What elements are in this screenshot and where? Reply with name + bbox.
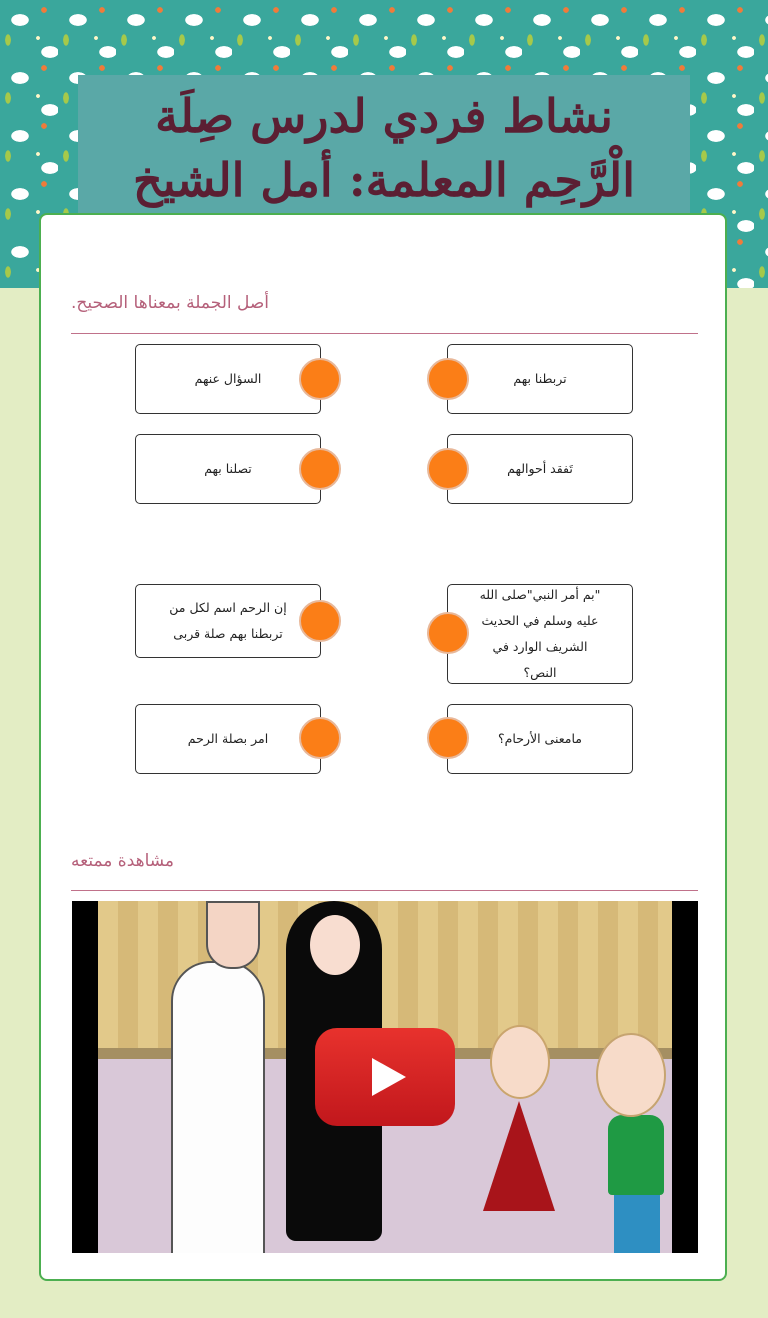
worksheet-title-line-2: الْرَّحِم المعلمة: أمل الشيخ (133, 152, 635, 207)
video-embed[interactable] (72, 901, 698, 1253)
character-boy-shirt (608, 1115, 664, 1195)
youtube-play-button[interactable] (315, 1028, 455, 1126)
worksheet-title-banner (78, 75, 690, 220)
section-divider (71, 890, 698, 891)
character-girl-dress (483, 1101, 555, 1211)
match-right-connector[interactable] (427, 717, 469, 759)
match-right-connector[interactable] (427, 612, 469, 654)
character-girl-head (490, 1025, 550, 1099)
match-right-connector[interactable] (427, 448, 469, 490)
match-left-item[interactable]: امر بصلة الرحم (135, 704, 321, 774)
character-man (171, 961, 265, 1253)
match-right-connector[interactable] (427, 358, 469, 400)
match-left-connector[interactable] (299, 600, 341, 642)
character-man-head (206, 901, 260, 969)
match-left-connector[interactable] (299, 448, 341, 490)
match-left-item[interactable]: إن الرحم اسم لكل من تربطنا بهم صلة قربى (135, 584, 321, 658)
character-boy-jeans (614, 1195, 660, 1253)
match-left-item[interactable]: السؤال عنهم (135, 344, 321, 414)
character-boy-head (596, 1033, 666, 1117)
match-right-item[interactable]: "بم أمر النبي"صلى الله عليه وسلم في الحديث الشريف الوارد في النص؟ (447, 584, 633, 684)
match-right-item[interactable]: تربطنا بهم (447, 344, 633, 414)
match-left-item[interactable]: تصلنا بهم (135, 434, 321, 504)
section-divider (71, 333, 698, 334)
match-left-connector[interactable] (299, 717, 341, 759)
video-section-title: مشاهدة ممتعه (71, 851, 175, 871)
character-woman-face (310, 915, 360, 975)
worksheet-title-line-1: نشاط فردي لدرس صِلَة (155, 88, 613, 143)
match-right-item[interactable]: مامعنى الأرحام؟ (447, 704, 633, 774)
matching-section-title: أصل الجملة بمعناها الصحيح. (71, 293, 270, 313)
match-right-item[interactable]: تَفقد أحوالهم (447, 434, 633, 504)
play-icon (372, 1058, 406, 1096)
match-left-connector[interactable] (299, 358, 341, 400)
worksheet-card (39, 213, 727, 1281)
